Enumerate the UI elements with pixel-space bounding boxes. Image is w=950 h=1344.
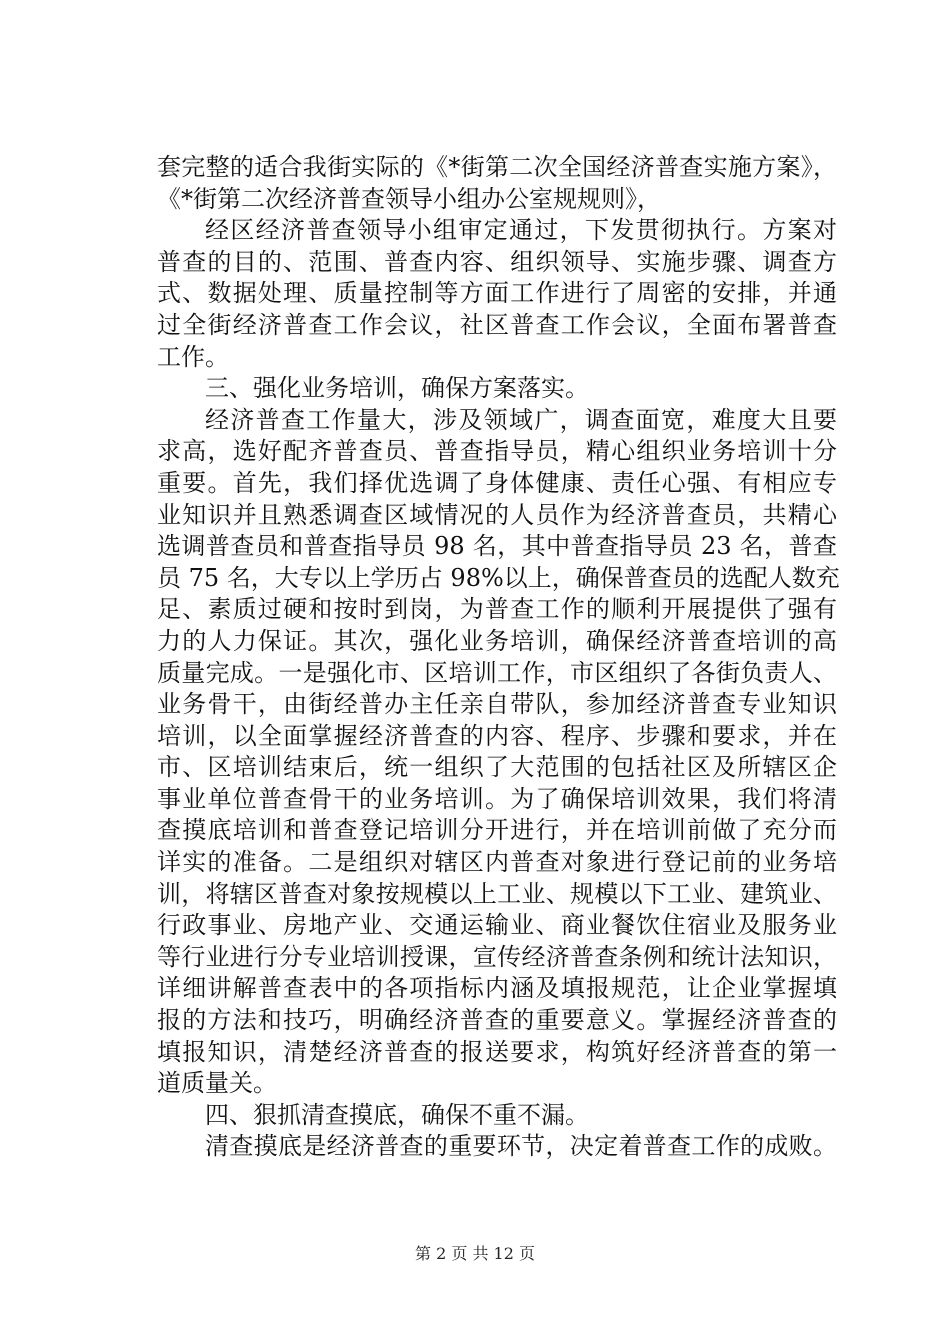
text-line: 填报知识，清楚经济普查的报送要求，构筑好经济普查的第一 [157,1037,837,1066]
text-line: 等行业进行分专业培训授课，宣传经济普查条例和统计法知识， [157,942,837,971]
text-line: 力的人力保证。其次，强化业务培训，确保经济普查培训的高 [157,626,837,655]
document-body [157,152,840,1163]
page-footer: 第 2 页 共 12 页 [415,1244,535,1263]
text-line: 质量完成。一是强化市、区培训工作，市区组织了各街负责人、 [157,658,837,687]
text-line: 套完整的适合我街实际的《*街第二次全国经济普查实施方案》， [157,153,837,181]
text-line: 业务骨干，由街经普办主任亲自带队，参加经济普查专业知识 [157,690,837,719]
text-line: 详细讲解普查表中的各项指标内涵及填报规范，让企业掌握填 [157,974,837,1003]
text-line: 行政事业、房地产业、交通运输业、商业餐饮住宿业及服务业 [157,911,837,940]
text-line: 四、狠抓清查摸底，确保不重不漏。 [205,1100,589,1129]
text-line: 事业单位普查骨干的业务培训。为了确保培训效果，我们将清 [157,784,837,813]
text-line: 培训，以全面掌握经济普查的内容、程序、步骤和要求，并在 [157,721,837,750]
text-line: 详实的准备。二是组织对辖区内普查对象进行登记前的业务培 [157,848,837,877]
text-line: 过全街经济普查工作会议，社区普查工作会议，全面布署普查 [157,310,837,339]
text-line: 训，将辖区普查对象按规模以上工业、规模以下工业、建筑业、 [157,879,837,908]
text-line: 员 75 名，大专以上学历占 98%以上，确保普查员的选配人数充 [157,563,840,592]
text-line: 业知识并且熟悉调查区域情况的人员作为经济普查员，共精心 [157,500,837,529]
text-line: 选调普查员和普查指导员 98 名，其中普查指导员 23 名，普查 [157,532,837,561]
text-line: 重要。首先，我们择优选调了身体健康、责任心强、有相应专 [157,468,837,497]
text-line: 普查的目的、范围、普查内容、组织领导、实施步骤、调查方 [157,247,837,276]
text-line: 工作。 [157,342,229,371]
text-line: 清查摸底是经济普查的重要环节，决定着普查工作的成败。 [205,1132,837,1161]
text-line: 《*街第二次经济普查领导小组办公室规规则》， [157,184,661,213]
text-line: 道质量关。 [157,1069,277,1098]
text-line: 经济普查工作量大，涉及领域广，调查面宽，难度大且要 [205,405,837,434]
text-line: 足、素质过硬和按时到岗，为普查工作的顺利开展提供了强有 [157,595,837,624]
text-line: 查摸底培训和普查登记培训分开进行，并在培训前做了充分而 [157,816,837,845]
text-line: 式、数据处理、质量控制等方面工作进行了周密的安排，并通 [157,279,837,308]
text-line: 经区经济普查领导小组审定通过，下发贯彻执行。方案对 [205,216,837,245]
text-line: 市、区培训结束后，统一组织了大范围的包括社区及所辖区企 [157,753,837,782]
text-line: 三、强化业务培训，确保方案落实。 [205,374,589,403]
text-line: 报的方法和技巧，明确经济普查的重要意义。掌握经济普查的 [157,1006,837,1035]
text-line: 求高，选好配齐普查员、普查指导员，精心组织业务培训十分 [157,437,837,466]
